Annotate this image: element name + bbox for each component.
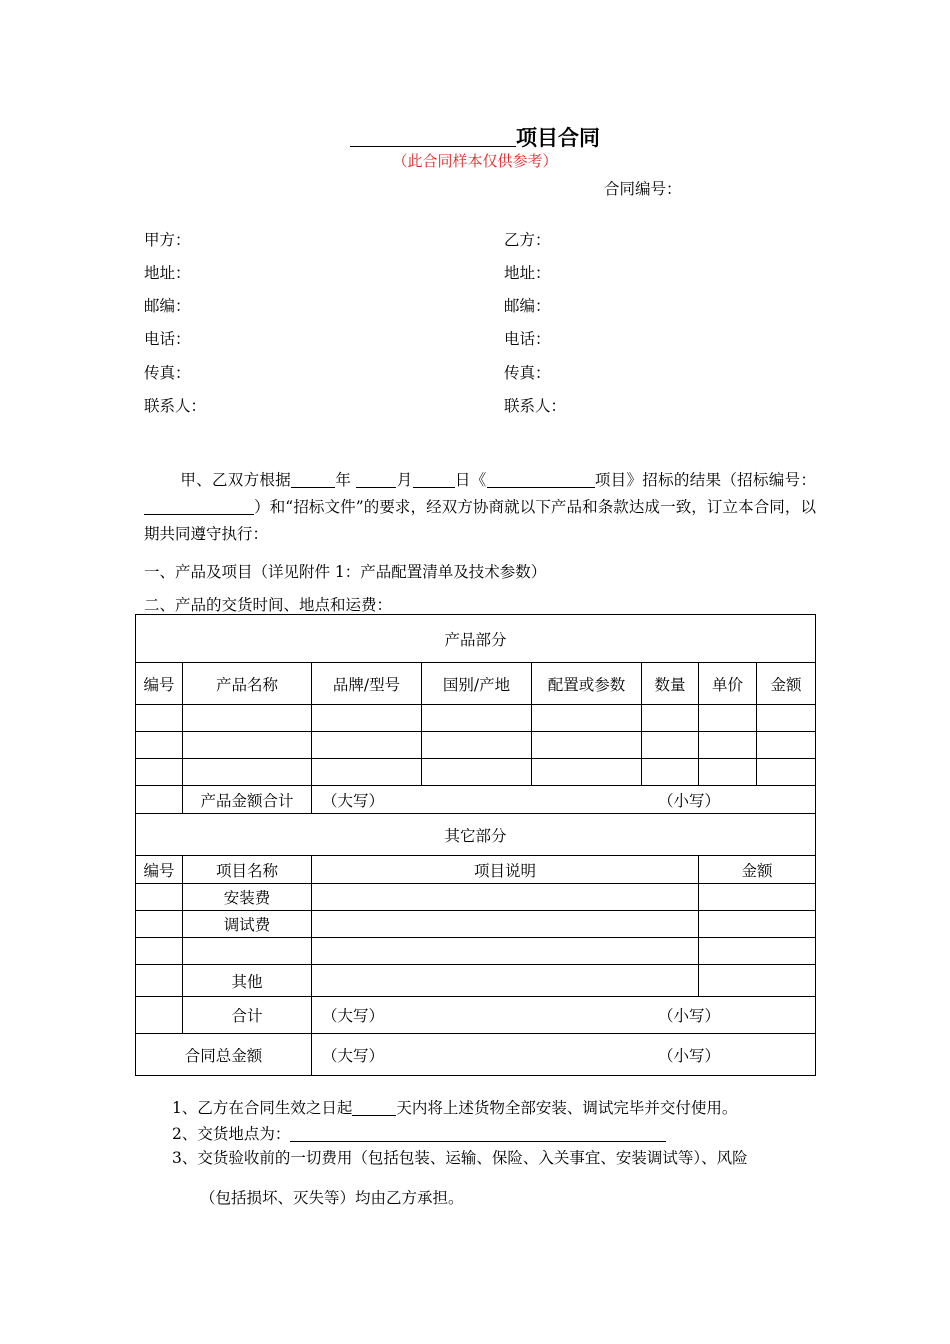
table-row [136,705,816,732]
party-b-fax: 传真： [504,364,551,382]
section-2-heading: 二、产品的交货时间、地点和运费： [144,596,393,614]
product-total-label: 产品金额合计 [183,786,312,814]
delivery-location-blank[interactable] [290,1124,666,1142]
clause-3: 3、交货验收前的一切费用（包括包装、运输、保险、入关事宜、安装调试等）、风险 [172,1149,748,1167]
col-brand-model: 品牌/型号 [312,663,422,705]
table-row [136,965,816,997]
party-b-address: 地址： [504,264,551,282]
party-a-address: 地址： [144,264,191,282]
party-a-name: 甲方： [144,231,191,249]
clause-1: 1、乙方在合同生效之日起 天内将上述货物全部安装、调试完毕并交付使用。 [172,1099,738,1117]
col-configuration: 配置或参数 [532,663,642,705]
product-column-headers [136,663,816,705]
table-row [136,938,816,965]
item-blank[interactable] [183,938,312,965]
table-row [136,884,816,911]
day-blank[interactable] [413,470,455,488]
col-item-name: 项目名称 [183,856,312,884]
grand-total-amount[interactable] [312,1034,816,1076]
subtotal-label: 合计 [183,997,312,1034]
product-total-row [136,786,816,814]
table-row [136,732,816,759]
col-other-number: 编号 [136,856,183,884]
contract-title [0,122,950,152]
other-column-headers [136,856,816,884]
other-section-header: 其它部分 [136,814,816,856]
intro-paragraph: 甲、乙双方根据 年 月 日《 项目》招标的结果（招标编号：）和“招标文件”的要求，经双方协商就以下产品和条款达成一致，订立本合同，以期共同遵守执行： [144,471,816,543]
tender-number-blank[interactable] [144,497,254,515]
lower-case-label: （小写） [658,1046,721,1065]
col-amount: 金额 [757,663,816,705]
col-quantity: 数量 [642,663,699,705]
party-b-contact: 联系人： [504,397,567,415]
days-blank[interactable] [352,1098,396,1116]
col-item-description: 项目说明 [312,856,699,884]
grand-total-label: 合同总金额 [136,1034,312,1076]
upper-case-label: （大写） [322,1007,385,1025]
delivery-table [135,614,816,1076]
subtotal-row [136,997,816,1034]
col-other-amount: 金额 [699,856,816,884]
lower-case-label: （小写） [658,1007,721,1025]
subtotal-amount[interactable] [312,997,816,1034]
party-a-phone: 电话： [144,330,191,348]
product-section-header: 产品部分 [136,615,816,663]
section-1-heading: 一、产品及项目（详见附件 1：产品配置清单及技术参数） [144,563,547,581]
year-blank[interactable] [291,470,335,488]
project-blank[interactable] [487,470,595,488]
lower-case-label: （小写） [658,791,721,810]
party-b-phone: 电话： [504,330,551,348]
col-product-name: 产品名称 [183,663,312,705]
project-name-blank[interactable] [350,125,516,147]
party-a-postcode: 邮编： [144,297,191,315]
party-b-name: 乙方： [504,231,551,249]
table-row [136,911,816,938]
grand-total-row [136,1034,816,1076]
item-installation-fee: 安装费 [183,884,312,911]
party-a-fax: 传真： [144,364,191,382]
clause-3-continued: （包括损坏、灭失等）均由乙方承担。 [200,1189,464,1207]
upper-case-label: （大写） [322,1046,385,1065]
sample-note: （此合同样本仅供参考） [392,152,558,170]
contract-number-label: 合同编号： [604,180,682,198]
clause-2: 2、交货地点为： [172,1124,666,1144]
party-b-postcode: 邮编： [504,297,551,315]
table-row [136,759,816,786]
col-number: 编号 [136,663,183,705]
title-suffix: 项目合同 [516,126,600,150]
item-debugging-fee: 调试费 [183,911,312,938]
upper-case-label: （大写） [322,791,385,810]
col-country-origin: 国别/产地 [422,663,532,705]
product-total-amount[interactable] [312,786,816,814]
month-blank[interactable] [356,470,396,488]
item-other: 其他 [183,965,312,997]
col-unit-price: 单价 [699,663,757,705]
party-a-contact: 联系人： [144,397,207,415]
